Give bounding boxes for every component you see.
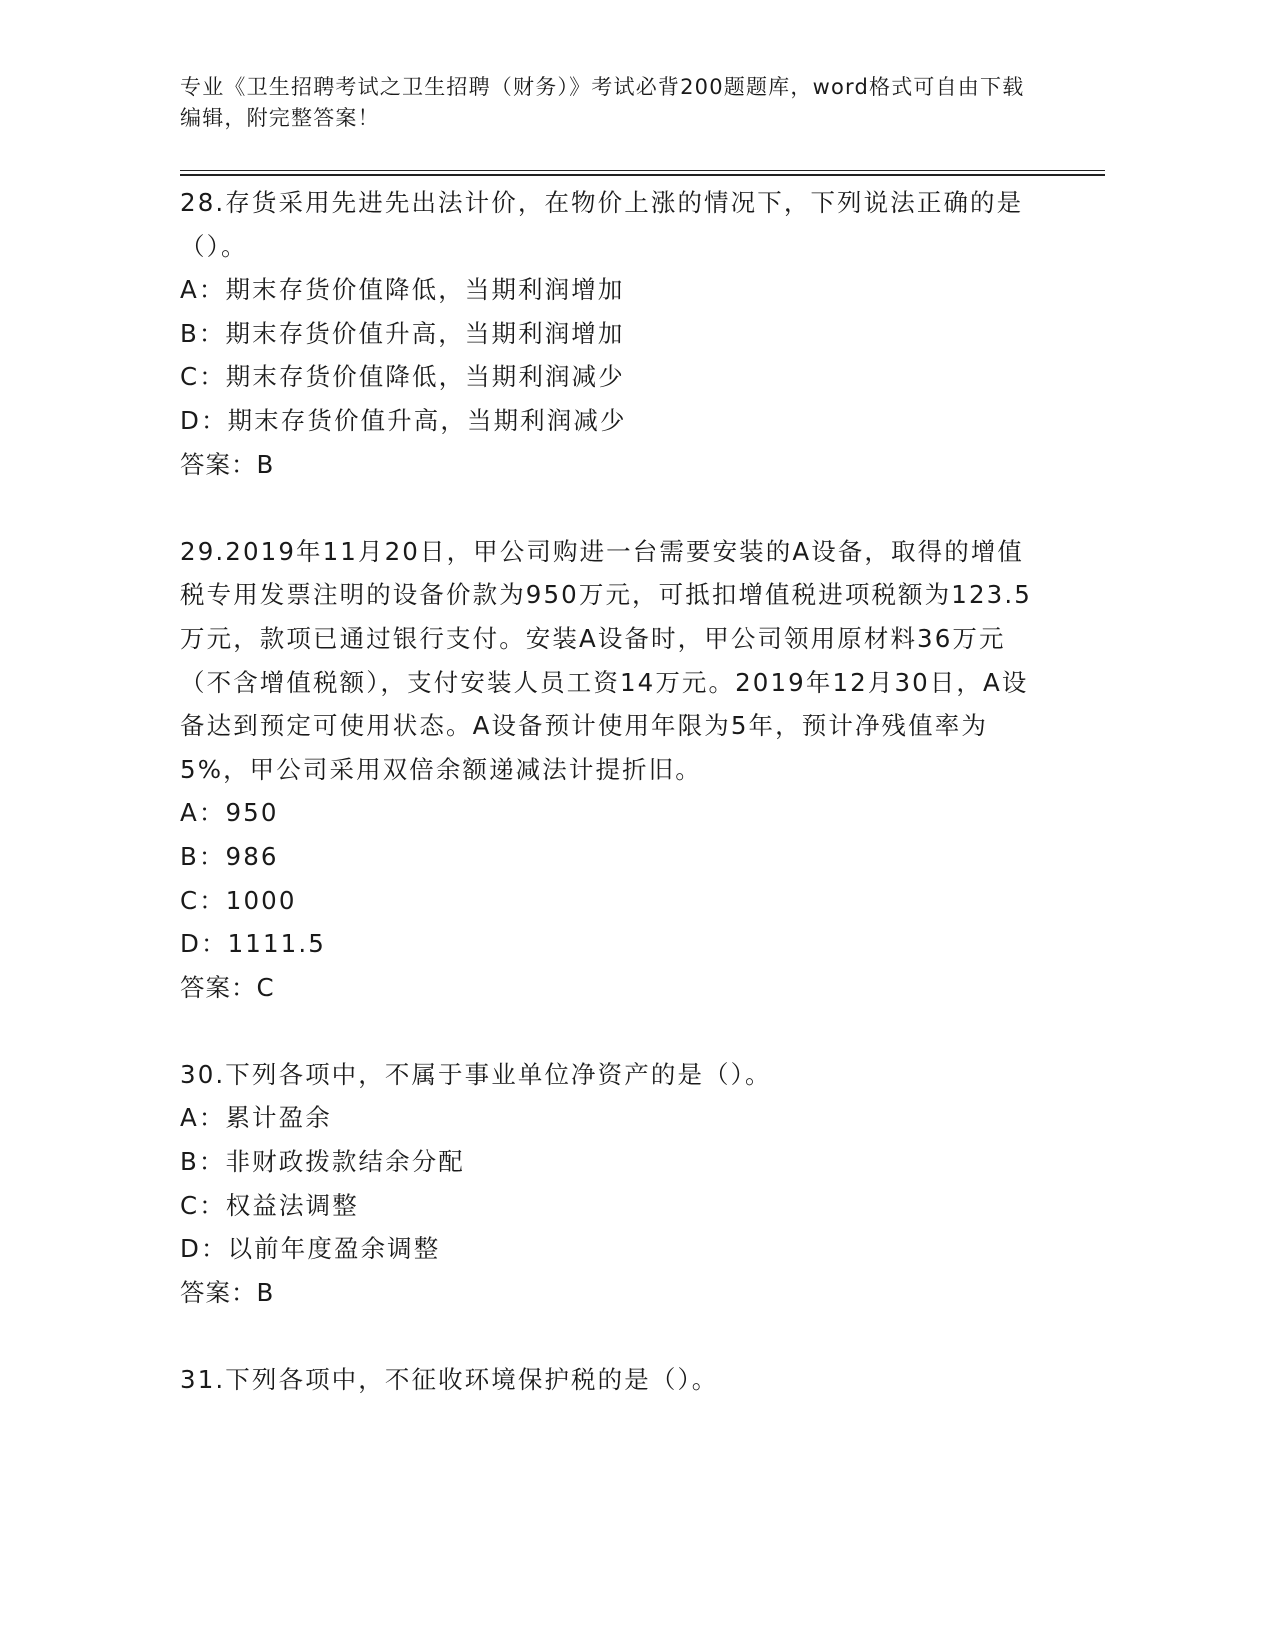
answer: 答案：B [180,449,275,479]
option-c: C：权益法调整 [180,1190,359,1220]
header-rule-thin [180,170,1105,171]
answer: 答案：C [180,972,275,1002]
option-b: B：期末存货价值升高，当期利润增加 [180,318,625,348]
answer: 答案：B [180,1277,275,1307]
question-stem: 31.下列各项中，不征收环境保护税的是（）。 [180,1365,719,1395]
question-stem: 28.存货采用先进先出法计价，在物价上涨的情况下，下列说法正确的是（）。 [180,188,1024,261]
option-a: A：累计盈余 [180,1103,332,1133]
option-d: D：1111.5 [180,929,326,959]
question-30 [180,1053,1040,1315]
option-c: C：期末存货价值降低，当期利润减少 [180,362,625,392]
option-a: A：950 [180,798,279,828]
question-spacer [180,1314,1040,1358]
option-d: D：期末存货价值升高，当期利润减少 [180,405,627,435]
question-31 [180,1358,1040,1402]
question-29 [180,530,1040,1010]
header-rule-thick [180,174,1105,176]
option-d: D：以前年度盈余调整 [180,1234,441,1264]
question-stem: 29.2019年11月20日，甲公司购进一台需要安装的A设备，取得的增值税专用发票注明的设备价款为950万元，可抵扣增值税进项税额为123.5万元，款项已通过银行支付。安装A设备时，甲公司领用原材料36万元（不含增值税额），支付安装人员工资14万元。2019年12月30日，A设备达到预定可使用状态。A设备预计使用年限为5年，预计净残值率为5%，甲公司采用双倍余额递减法计提折旧。 [180,536,1032,784]
question-spacer [180,1009,1040,1053]
question-spacer [180,486,1040,530]
question-stem: 30.下列各项中，不属于事业单位净资产的是（）。 [180,1059,772,1089]
option-b: B：非财政拨款结余分配 [180,1147,465,1177]
option-c: C：1000 [180,885,297,915]
option-b: B：986 [180,841,279,871]
option-a: A：期末存货价值降低，当期利润增加 [180,275,625,305]
question-list [180,181,1040,1402]
question-28 [180,181,1040,486]
document-header: 专业《卫生招聘考试之卫生招聘（财务）》考试必背200题题库，word格式可自由下载编辑，附完整答案！ [180,75,1025,130]
